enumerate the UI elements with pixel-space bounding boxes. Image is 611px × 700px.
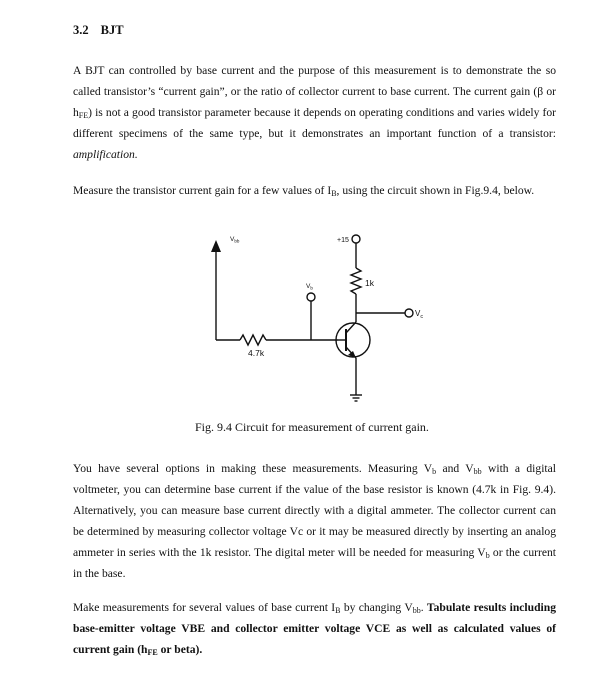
measure-sub: B [331,189,337,198]
collector-resistor [351,268,361,294]
intro-gain-sub: FE [78,111,89,120]
intro-gain-pre: gain (β or h [73,85,556,119]
intro-line-2: so called transistor’s “current gain”, or the ratio of collector current to base current. The current [73,64,556,98]
measure-line-2: below. [503,184,535,197]
vc-terminal [405,309,413,317]
options-l6-pre: measuring V [426,546,486,559]
options-l1-sub1: b [432,467,437,476]
options-paragraph [73,458,556,584]
vbb-arrow [211,240,221,252]
intro-gain-post: ) is not a good transistor parameter because it depends on operating conditions and [88,106,474,119]
options-l1-post: with a digital [481,462,557,475]
supply-terminal [352,235,360,243]
vc-label: $V_c$ [415,309,424,320]
options-line-4: current can be determined by measuring collector voltage Vc or it may be measured directly by [73,504,556,538]
tabulate-mid2: . [420,601,427,614]
tabulate-bold-3-sub: FE [147,648,158,657]
supply-label: +15 [337,237,349,244]
rc-label: 1k [365,278,374,288]
intro-line-1: A BJT can controlled by base current and the purpose of this measurement is to demonstrate the [73,64,542,77]
tabulate-bold-3-post: or beta). [157,643,203,656]
base-resistor [240,335,266,345]
rb-label: 4.7k [248,348,265,358]
options-l6-post: or the current in the base. [73,546,556,580]
intro-end-emphasis: amplification. [73,148,138,161]
tabulate-pre: Make measurements for several values of base current I [73,601,336,614]
figure-caption: Fig. 9.4 Circuit for measurement of current gain. [195,420,429,434]
tabulate-bold-2: including base-emitter voltage VBE and collector emitter voltage VCE as well as calculated [73,601,556,635]
tabulate-bold-3-pre: values of current gain (h [73,622,556,656]
section-title: BJT [100,23,124,37]
vbb-label: $V_{bb}$ [230,236,240,244]
vb-terminal [307,293,315,301]
tabulate-paragraph [73,597,556,660]
options-l1-pre: You have several options in making these measurements. Measuring V [73,462,433,475]
options-l1-sub2: bb [473,467,482,476]
options-l1-mid: and V [436,462,474,475]
vb-label: $V_b$ [306,283,313,291]
options-line-2: voltmeter, you can determine base current if the value of the base resistor is known (4.7k in Fig. [73,483,532,496]
tabulate-mid: by changing V [340,601,413,614]
section-number: 3.2 [73,23,89,37]
intro-end-text: of a transistor: [482,127,556,140]
options-line-5: inserting an analog ammeter in series with the 1k resistor. The digital meter will be needed for [73,525,557,559]
options-l6-sub: b [485,551,490,560]
options-line-3: 9.4). Alternatively, you can measure base current directly with a digital ammeter. The collector [73,483,556,517]
measure-post: , using the circuit shown in Fig.9.4, [336,184,501,197]
tabulate-sub1: B [335,606,341,615]
tabulate-sub2: bb [412,606,421,615]
measure-pre: Measure the transistor current gain for a few values of I [73,184,332,197]
tabulate-bold-1: Tabulate results [426,601,507,614]
intro-line-4: varies widely for different specimens of the same type, but it demonstrates an important function [73,106,556,140]
